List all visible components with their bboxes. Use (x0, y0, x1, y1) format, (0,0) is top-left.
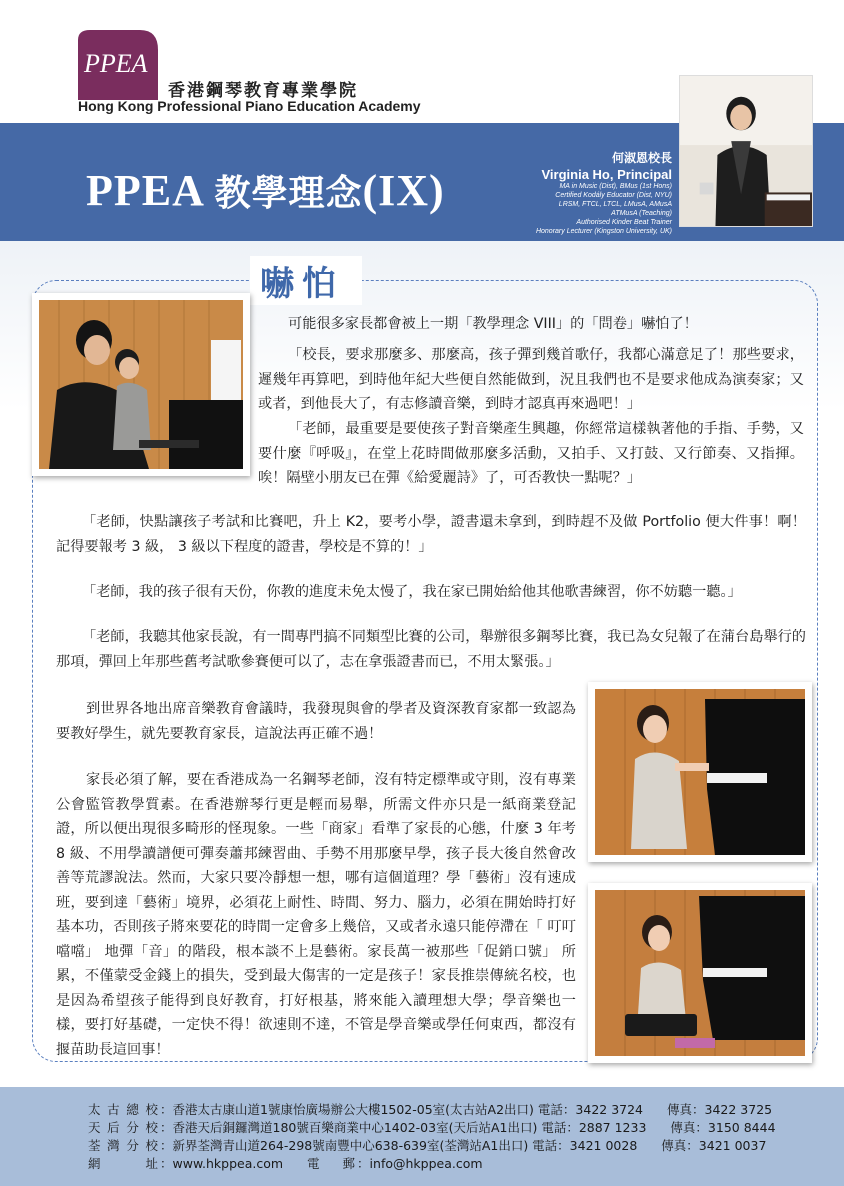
branch-line (88, 1119, 776, 1137)
article-heading: 嚇怕 (250, 256, 362, 305)
principal-credential: Honorary Lecturer (Kingston University, UK) (535, 228, 672, 235)
article-paragraph: 「校長，要求那麼多、那麼高，孩子彈到幾首歌仔，我都心滿意足了！那些要求，遲幾年再算吧，到時他年紀大些便自然能做到，況且我們也不是要求他成為演奏家；又或者，到他長大了，有志修讀音樂，到時才認真再來過吧！」 (258, 347, 804, 412)
principal-credential: Authorised Kinder Beat Trainer (576, 219, 672, 226)
principal-info (536, 149, 672, 236)
branch-line (88, 1101, 776, 1119)
website-link[interactable]: ：www.hkppea.com (160, 1156, 284, 1171)
branch-label: 太古總校 (88, 1102, 158, 1117)
principal-credential: LRSM, FTCL, LTCL, LMusA, AMusA (558, 201, 672, 208)
principal-name-cn: 何淑恩校長 (611, 151, 672, 165)
branch-address: ：香港天后銅鑼灣道180號百樂商業中心1402-03室(天后站A1出口) 電話：2887 1233 (160, 1120, 647, 1135)
branch-address: ：香港太古康山道1號康怡廣場辦公大樓1502-05室(太古站A2出口) 電話：3422 3724 (160, 1102, 644, 1117)
lesson-photo (32, 293, 250, 476)
page-title-cn: 教學理念 (214, 172, 363, 214)
principal-name-en: Virginia Ho, Principal (541, 167, 672, 182)
web-email-line (88, 1155, 776, 1173)
branch-fax: 傳真：3150 8444 (670, 1120, 776, 1135)
branch-fax: 傳真：3422 3725 (667, 1102, 773, 1117)
page-title (86, 165, 445, 216)
article-paragraph: 可能很多家長都會被上一期「教學理念 VIII」的「問卷」嚇怕了！ (288, 316, 698, 332)
email-link[interactable]: ：info@hkppea.com (357, 1156, 483, 1171)
svg-text:PPEA: PPEA (84, 49, 148, 78)
branch-label: 荃灣分校 (88, 1138, 158, 1153)
student-piano-photo (588, 883, 812, 1063)
branch-line (88, 1137, 776, 1155)
principal-credential: MA in Music (Dist), BMus (1st Hons) (559, 183, 672, 190)
article-paragraph: 「老師，最重要是要使孩子對音樂產生興趣，你經常這樣執著他的手指、手勢，又要什麼『呼吸』，在堂上花時間做那麼多活動，又拍手、又打鼓、又行節奏、又指揮。唉！隔壁小朋友已在彈《給愛麗詩》了，可否教快一點呢？」 (258, 421, 804, 486)
academy-name-en: Hong Kong Professional Piano Education Academy (78, 98, 421, 114)
page-title-issue: (IX) (362, 166, 445, 215)
article-paragraph: 「老師，快點讓孩子考試和比賽吧，升上 K2，要考小學，證書還未拿到，到時趕不及做 Portfolio 便大件事！啊！記得要報考 3 級， 3 級以下程度的證書，學校是不算的！」 (56, 514, 806, 555)
contact-footer (0, 1087, 844, 1186)
email-label: 電郵 (307, 1156, 356, 1171)
branch-address: ：新界荃灣青山道264-298號南豐中心638-639室(荃灣站A1出口) 電話：3421 0028 (160, 1138, 638, 1153)
website-label: 網址 (88, 1156, 158, 1171)
article-paragraph: 「老師，我的孩子很有天份，你教的進度未免太慢了，我在家已開始給他其他歌書練習，你不妨聽一聽。」 (82, 584, 742, 600)
article-paragraph: 到世界各地出席音樂教育會議時，我發現與會的學者及資深教育家都一致認為要教好學生，就先要教育家長，這說法再正確不過！ (56, 701, 576, 742)
article-paragraph: 家長必須了解，要在香港成為一名鋼琴老師，沒有特定標準或守則，沒有專業公會監管教學質素。在香港辦琴行更是輕而易舉，所需文件亦只是一紙商業登記證，所以便出現很多畸形的怪現象。一些「商家」看準了家長的心態，什麼 3 年考 8 級、不用學讀譜便可彈奏蕭邦練習曲、手勢不用那麼早學，孩子長大後自然會改善等荒謬說法。然而，大家只要冷靜想一想，哪有這個道理？學「藝術」沒有速成班，要到達「藝術」境界，必須花上耐性、時間、努力、腦力，必須在開始時打好基本功，否則孩子將來要花的時間一定會多上幾倍，又或者永遠只能停滯在「 叮叮噹噹」 地彈「音」的階段，根本談不上是藝術。家長萬一被那些「促銷口號」 所累，不僅蒙受金錢上的損失，受到最大傷害的一定是孩子！家長推崇傳統名校，也是因為希望孩子能得到良好教育，打好根基，將來能入讀理想大學；學音樂也一樣，要打好基礎，一定快不得！欲速則不達，不管是學音樂或學任何東西，都沒有揠苗助長這回事！ (56, 772, 576, 1058)
branch-label: 天后分校 (88, 1120, 158, 1135)
principal-credential: Certified Kodály Educator (Dist, NYU) (555, 192, 672, 199)
page-title-en: PPEA (86, 166, 203, 215)
principal-credential: ATMusA (Teaching) (611, 210, 672, 217)
academy-name-cn: 香港鋼琴教育專業學院 (168, 81, 358, 101)
student-piano-photo (588, 682, 812, 862)
ppea-logo (78, 30, 158, 100)
principal-photo (679, 75, 813, 227)
article-paragraph: 「老師，我聽其他家長說，有一間專門搞不同類型比賽的公司，舉辦很多鋼琴比賽，我已為女兒報了在蒲台島舉行的那項，彈回上年那些舊考試歌參賽便可以了，志在拿張證書而已，不用太緊張。」 (56, 629, 806, 670)
branch-fax: 傳真：3421 0037 (661, 1138, 767, 1153)
